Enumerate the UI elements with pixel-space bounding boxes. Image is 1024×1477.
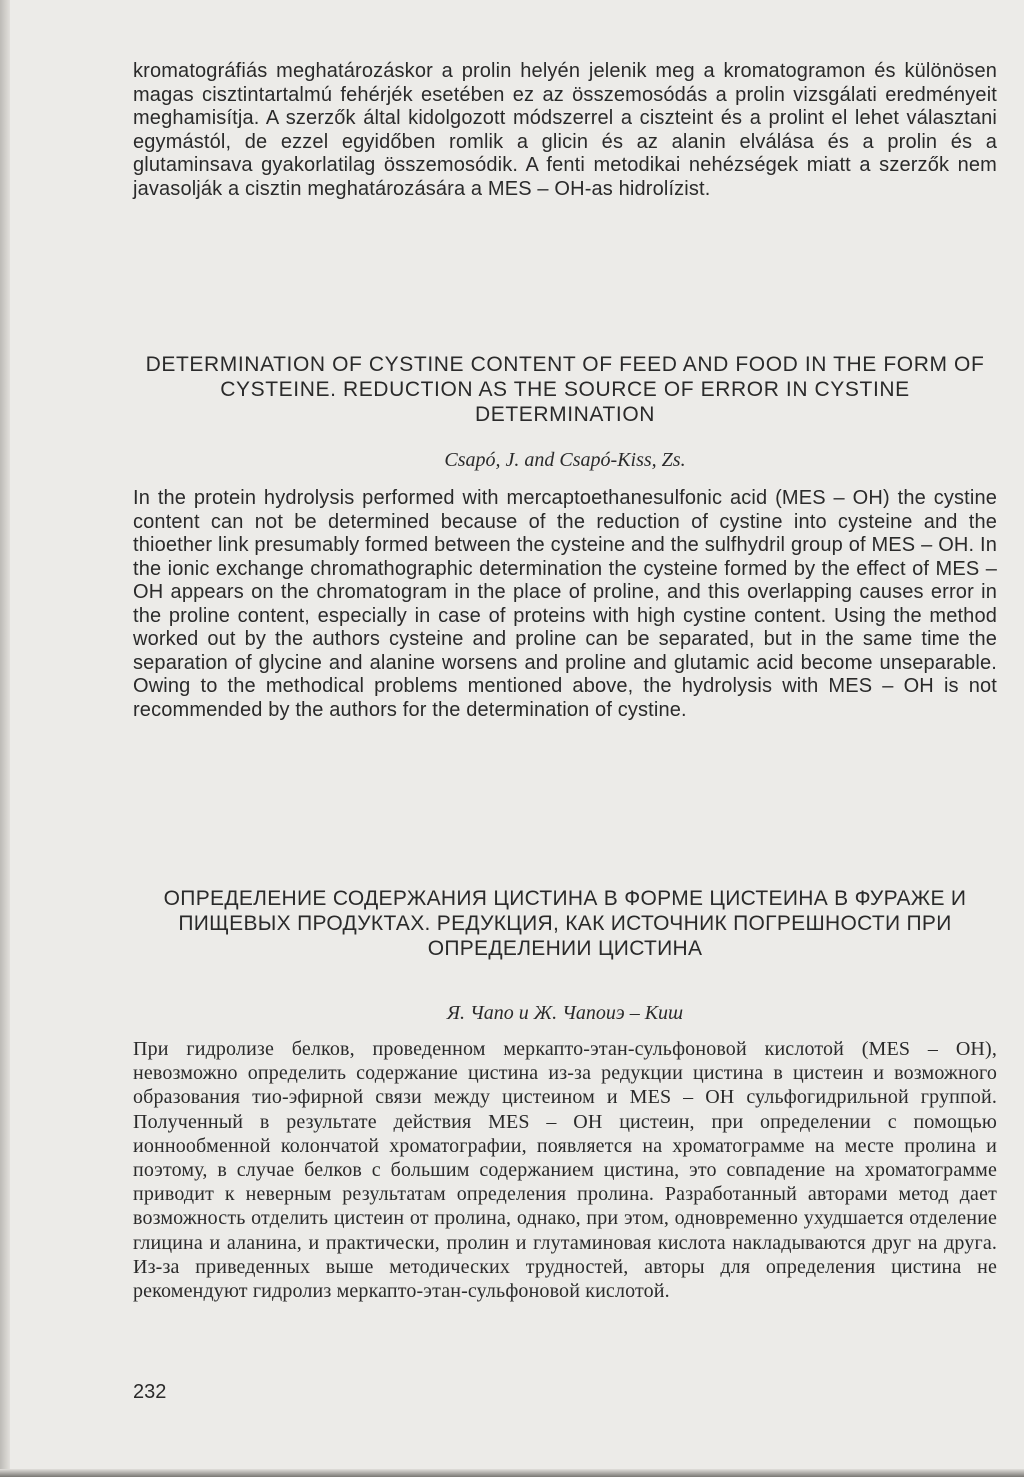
english-title: DETERMINATION OF CYSTINE CONTENT OF FEED AND FOOD IN THE FORM OF CYSTEINE. REDUCTION AS THE SOURCE OF ERROR IN CYSTINE DETERMINATION: [145, 353, 985, 426]
russian-abstract: При гидролизе белков, проведенном меркапто-этан-сульфоновой кислотой (MES – OH), невозможно определить содержание цистина из-за редукции цистина в цистеин и возможного образования тио-эфирной связи между цистеином и MES – OH сульфогидрильной группой. Полученный в результате действия MES – OH цистеин, при определении с помощью ионнообменной колончатой хроматографии, появляется на хроматограмме на месте пролина и поэтому, в случае белков с большим содержанием цистина, это совпадение на хроматограмме приводит к неверным результатам определения пролина. Разработанный авторами метод дает возможность отделить цистеин от пролина, однако, при этом, одновременно ухудшается отделение глицина и аланина, и практически, пролин и глутаминовая кислота накладываются друг на друга. Из-за приведенных выше методических трудностей, авторы для определения цистина не рекомендуют гидролиз меркапто-этан-сульфоновой кислотой.: [133, 1038, 997, 1303]
english-authors: Csapó, J. and Csapó-Kiss, Zs.: [444, 449, 686, 471]
hungarian-paragraph: kromatográfiás meghatározáskor a prolin helyén jelenik meg a kromatogramon és különösen magas cisztintartalmú fehérjék esetében ez az összemosódás a prolin vizsgálati eredményeit meghamisítja. A szerzők által kidolgozott módszerrel a ciszteint és a prolint el lehet választani egymástól, de ezzel egyidőben romlik a glicin és az alanin elválása és a prolin és a glutaminsava gyakorlatilag összemosódik. A fenti metodikai nehézségek miatt a szerzők nem javasolják a cisztin meghatározására a MES – OH-as hidrolízist.: [133, 60, 997, 200]
page-left-edge: [0, 0, 10, 1477]
page-number: 232: [133, 1381, 167, 1403]
russian-authors: Я. Чапо и Ж. Чапоиэ – Киш: [446, 1002, 684, 1024]
english-abstract: In the protein hydrolysis performed with mercaptoethanesulfonic acid (MES – OH) the cystine content can not be determined because of the reduction of cystine into cysteine and the thioether link presumably formed between the cysteine and the sulfhydril group of MES – OH. In the ionic exchange chromathographic determination the cysteine formed by the effect of MES – OH appears on the chromatogram in the place of proline, and this overlapping causes error in the proline content, especially in case of proteins with high cystine content. Using the method worked out by the authors cysteine and proline can be separated, but in the same time the separation of glycine and alanine worsens and proline and glutamic acid become unseparable. Owing to the methodical problems mentioned above, the hydrolysis with MES – OH is not recommended by the authors for the determination of cystine.: [133, 487, 997, 721]
russian-title: ОПРЕДЕЛЕНИЕ СОДЕРЖАНИЯ ЦИСТИНА В ФОРМЕ ЦИСТЕИНА В ФУРАЖЕ И ПИЩЕВЫХ ПРОДУКТАХ. РЕДУКЦИЯ, КАК ИСТОЧНИК ПОГРЕШНОСТИ ПРИ ОПРЕДЕЛЕНИИ ЦИСТИНА: [163, 887, 967, 960]
page-bottom-edge: [0, 1469, 1024, 1477]
